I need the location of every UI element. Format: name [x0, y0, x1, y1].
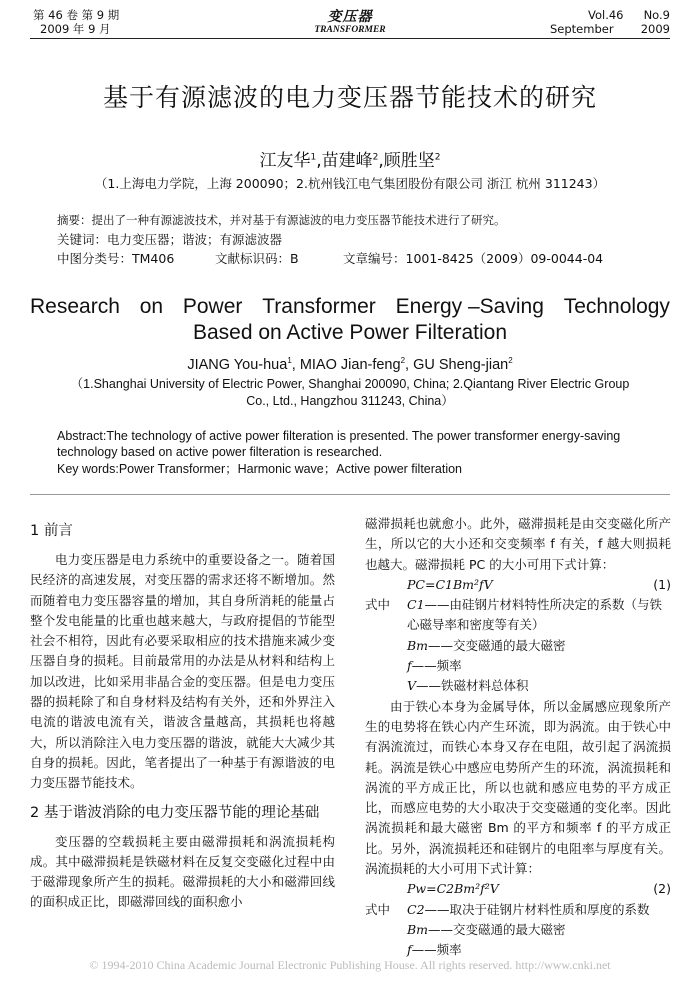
author-3-en: GU Sheng-jian	[413, 356, 509, 373]
formula-2	[365, 879, 671, 899]
hysteresis-paragraph: 磁滞损耗也就愈小。此外，磁滞损耗是由交变磁化所产生，所以它的大小还和交变频率 f 有关，f 越大则损耗也越大。磁滞损耗 PC 的大小可用下式计算：	[365, 516, 671, 572]
author-1-en: JIANG You-hua	[187, 356, 288, 373]
symbol-c2: C2	[407, 901, 425, 917]
formula-1-number: (1)	[653, 576, 671, 592]
title-en-line-1	[30, 294, 670, 320]
section-1-heading: 1 前言	[30, 523, 73, 539]
header-date-cn: 2009 年 9 月	[40, 22, 111, 36]
formula-2-definition-c2	[365, 900, 671, 920]
abstract-cn	[57, 211, 660, 230]
header-vol: Vol.46	[588, 8, 624, 22]
authors-cn: 江友华$^1$,苗建峰$^2$,顾胜坚$^2$	[259, 151, 441, 171]
author-2-cn: 苗建峰	[321, 151, 373, 171]
cnki-watermark: © 1994-2010 China Academic Journal Electronic Publishing House. All rights reserved. http://www.cnki.net	[89, 958, 611, 972]
symbol-v-definition: ——铁磁材料总体积	[416, 678, 529, 694]
keywords-en-text: Power Transformer；Harmonic wave；Active power filteration	[118, 462, 463, 476]
author-3-en-sup: 2	[508, 356, 513, 365]
author-1-cn: 江友华	[259, 151, 311, 171]
body-left-column	[30, 520, 335, 913]
author-2-en-sup: 2	[400, 356, 406, 365]
symbol-c2-definition: ——取决于硅钢片材料性质和厚度的系数	[424, 901, 650, 917]
journal-name-cn: 变压器	[327, 9, 373, 25]
journal-name-en: TRANSFORMER	[314, 25, 386, 35]
symbol-f-2-definition: ——频率	[411, 942, 462, 958]
keywords-en	[57, 461, 645, 477]
symbol-f-2: f	[407, 942, 412, 958]
header-year: 2009	[640, 22, 670, 36]
article-number-label: 文章编号：	[343, 251, 406, 266]
keywords-cn	[57, 230, 660, 249]
formula-1-definition-bm	[365, 636, 671, 656]
title-en-line-2: Based on Active Power Filteration	[193, 321, 507, 344]
author-1-sup: 1	[310, 152, 317, 163]
author-3-cn: 顾胜坚	[383, 151, 435, 171]
formula-1-definition-f	[365, 656, 671, 676]
author-1-en-sup: 1	[287, 356, 292, 365]
keywords-cn-label: 关键词：	[57, 232, 108, 247]
where-label-2: 式中	[365, 901, 391, 917]
symbol-f-definition: ——频率	[411, 658, 462, 674]
paper-title-en	[30, 294, 670, 346]
classification-line	[57, 249, 660, 268]
title-en-word: Research	[30, 295, 120, 318]
header-rule	[30, 38, 670, 39]
abstract-cn-block	[57, 211, 660, 268]
author-2-en: MIAO Jian-feng	[299, 356, 401, 373]
paper-title-cn: 基于有源滤波的电力变压器节能技术的研究	[102, 83, 597, 112]
formula-2-definition-bm	[365, 920, 671, 940]
section-1-paragraph: 电力变压器是电力系统中的重要设备之一。随着国民经济的高速发展，对变压器的需求还将不断增加。然而随着电力变压器容量的增加，其自身所消耗的能量占整个发电能量的比重也越来越大，与政府提倡的节能型社会不相符，因此有必要采取相应的技术措施来减少变压器自身的损耗。目前最常用的办法是从材料和结构上加以改进，比如采用非晶合金的变压器。但是电力变压器的损耗除了和自身材料及结构有关外，还和外界注入电流的谐波电流有关，谐波含量越高，其损耗也将越大，所以消除注入电力变压器的谐波，就能大大减少其自身的损耗。因此，笔者提出了一种基于有源谐波的电力变压器节能技术。	[30, 552, 335, 791]
keywords-en-label: Key words:	[57, 462, 119, 476]
keywords-cn-text: 电力变压器；谐波；有源滤波器	[107, 232, 283, 247]
symbol-bm: Bm	[407, 637, 429, 653]
header-volume-issue: 第 46 卷 第 9 期	[33, 8, 120, 22]
affiliation-en: （1.Shanghai University of Electric Power, Shanghai 200090, China; 2.Qiantang River Electric Group Co., Ltd., Hangzhou 311243, China）	[70, 377, 630, 408]
abstract-divider	[30, 494, 670, 495]
doc-code-value: B	[290, 251, 299, 266]
header-no: No.9	[643, 8, 670, 22]
abstract-en-text: The technology of active power filteration is presented. The power transformer energy-saving technology based on active power filteration is researched.	[57, 429, 621, 459]
formula-1	[365, 575, 671, 595]
header-journal-volume-en	[550, 8, 670, 36]
author-2-sup: 2	[372, 152, 379, 163]
abstract-cn-label: 摘要：	[57, 213, 92, 227]
doc-code-label: 文献标识码：	[215, 251, 291, 266]
formula-1-definition-v	[365, 676, 671, 696]
abstract-en-label: Abstract:	[57, 429, 107, 443]
title-en-word: Transformer	[262, 295, 376, 318]
article-number-value: 1001-8425（2009）09-0044-04	[405, 251, 604, 266]
abstract-en	[57, 428, 645, 460]
section-2-heading: 2 基于谐波消除的电力变压器节能的理论基础	[30, 804, 320, 821]
formula-1-expression: PC=C1Bm²fV	[407, 576, 493, 592]
title-en-word: Technology	[563, 295, 670, 318]
symbol-v: V	[407, 678, 417, 694]
symbol-c1: C1	[407, 597, 425, 613]
header-month: September	[550, 22, 614, 36]
authors-en: JIANG You-hua$^1$, MIAO Jian-feng$^2$, GU Sheng-jian$^2$	[187, 356, 513, 373]
formula-2-number: (2)	[653, 881, 671, 897]
section-2-paragraph: 变压器的空载损耗主要由磁滞损耗和涡流损耗构成。其中磁滞损耗是铁磁材料在反复交变磁化过程中由于磁滞现象所产生的损耗。磁滞损耗的大小和磁滞回线的面积成正比，即磁滞回线的面积愈小	[30, 833, 335, 910]
body-right-column	[365, 514, 671, 961]
affiliation-cn: （1.上海电力学院，上海 200090；2.杭州钱江电气集团股份有限公司 浙江 杭州 311243）	[94, 176, 606, 191]
symbol-bm-definition: ——交变磁通的最大磁密	[428, 637, 566, 653]
symbol-bm-2-definition: ——交变磁通的最大磁密	[428, 921, 566, 937]
title-en-word: Energy –Saving	[395, 295, 544, 318]
where-label: 式中	[365, 597, 391, 613]
clc-label: 中图分类号：	[57, 251, 133, 266]
formula-1-definition-c1	[365, 595, 671, 636]
symbol-f: f	[407, 658, 412, 674]
author-3-sup: 2	[434, 152, 441, 163]
abstract-cn-text: 提出了一种有源滤波技术，并对基于有源滤波的电力变压器节能技术进行了研究。	[91, 213, 506, 227]
symbol-c1-definition: ——由硅钢片材料特性所决定的系数（与铁心磁导率和密度等有关）	[407, 597, 663, 633]
symbol-bm-2: Bm	[407, 921, 429, 937]
title-en-word: Power	[182, 295, 243, 318]
formula-2-expression: Pw=C2Bm²f²V	[407, 881, 499, 897]
clc-value: TM406	[132, 251, 175, 266]
title-en-word: on	[139, 295, 164, 318]
eddy-current-paragraph: 由于铁心本身为金属导体，所以金属感应现象所产生的电势将在铁心内产生环流，即为涡流。由于铁心中有涡流流过，而铁心本身又存在电阻，故引起了涡流损耗。涡流是铁心中感应电势所产生的环流，涡流损耗和涡流的平方成正比，所以也就和感应电势的平方成正比，而感应电势的大小取决于交变磁通的变化率。因此涡流损耗和最大磁密 Bm 的平方和频率 f 的平方成正比。另外，涡流损耗还和硅钢片的电阻率与厚度有关。涡流损耗的大小可用下式计算：	[365, 698, 671, 877]
